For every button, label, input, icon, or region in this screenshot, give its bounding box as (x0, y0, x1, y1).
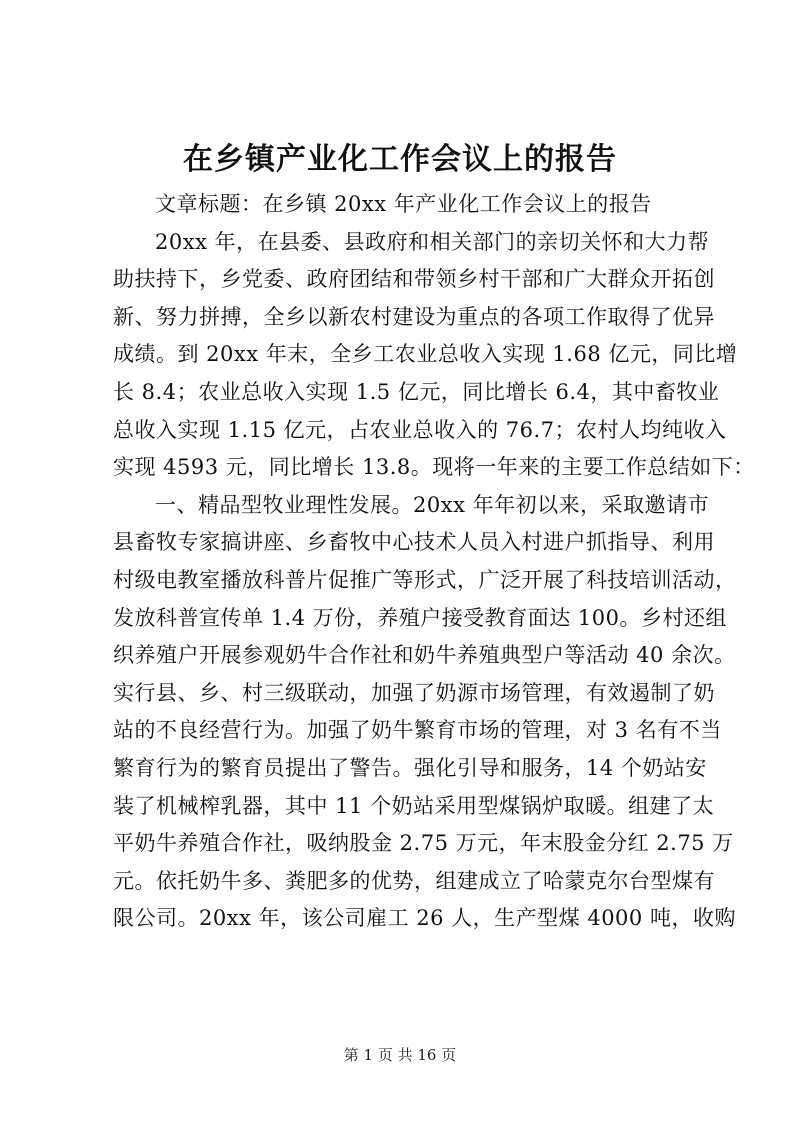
text-line: 发放科普宣传单 1.4 万份，养殖户接受教育面达 100。乡村还组 (113, 605, 728, 630)
text-line: 元。依托奶牛多、粪肥多的优势，组建成立了哈蒙克尔台型煤有 (113, 868, 715, 893)
text-line: 成绩。到 20xx 年末，全乡工农业总收入实现 1.68 亿元，同比增 (113, 342, 738, 367)
text-line: 总收入实现 1.15 亿元，占农业总收入的 76.7；农村人均纯收入 (113, 417, 727, 442)
text-line: 20xx 年，在县委、县政府和相关部门的亲切关怀和大力帮 (155, 229, 710, 254)
text-line: 长 8.4；农业总收入实现 1.5 亿元，同比增长 6.4，其中畜牧业 (113, 379, 720, 404)
text-line: 繁育行为的繁育员提出了警告。强化引导和服务，14 个奶站安 (113, 755, 707, 780)
text-line: 织养殖户开展参观奶牛合作社和奶牛养殖典型户等活动 40 余次。 (113, 643, 736, 668)
text-line: 一、精品型牧业理性发展。20xx 年年初以来，采取邀请市 (155, 492, 710, 517)
text-line: 实行县、乡、村三级联动，加强了奶源市场管理，有效遏制了奶 (113, 680, 715, 705)
text-line: 站的不良经营行为。加强了奶牛繁育市场的管理，对 3 名有不当 (113, 718, 722, 743)
text-line: 文章标题：在乡镇 20xx 年产业化工作会议上的报告 (155, 192, 652, 216)
body-text (113, 186, 755, 938)
page-footer: 第 1 页 共 16 页 (343, 1046, 457, 1064)
text-line: 平奶牛养殖合作社，吸纳股金 2.75 万元，年末股金分红 2.75 万 (113, 831, 734, 856)
text-line: 限公司。20xx 年，该公司雇工 26 人，生产型煤 4000 吨，收购 (113, 906, 736, 931)
text-line: 新、努力拼搏，全乡以新农村建设为重点的各项工作取得了优异 (113, 304, 715, 329)
text-line: 县畜牧专家搞讲座、乡畜牧中心技术人员入村进户抓指导、利用 (113, 530, 715, 555)
text-line: 装了机械榨乳器，其中 11 个奶站采用型煤锅炉取暖。组建了太 (113, 793, 715, 818)
page-title: 在乡镇产业化工作会议上的报告 (183, 142, 617, 177)
text-line: 村级电教室播放科普片促推广等形式，广泛开展了科技培训活动， (113, 567, 737, 592)
text-line: 实现 4593 元，同比增长 13.8。现将一年来的主要工作总结如下： (113, 455, 755, 480)
text-line: 助扶持下，乡党委、政府团结和带领乡村干部和广大群众开拓创 (113, 267, 715, 292)
